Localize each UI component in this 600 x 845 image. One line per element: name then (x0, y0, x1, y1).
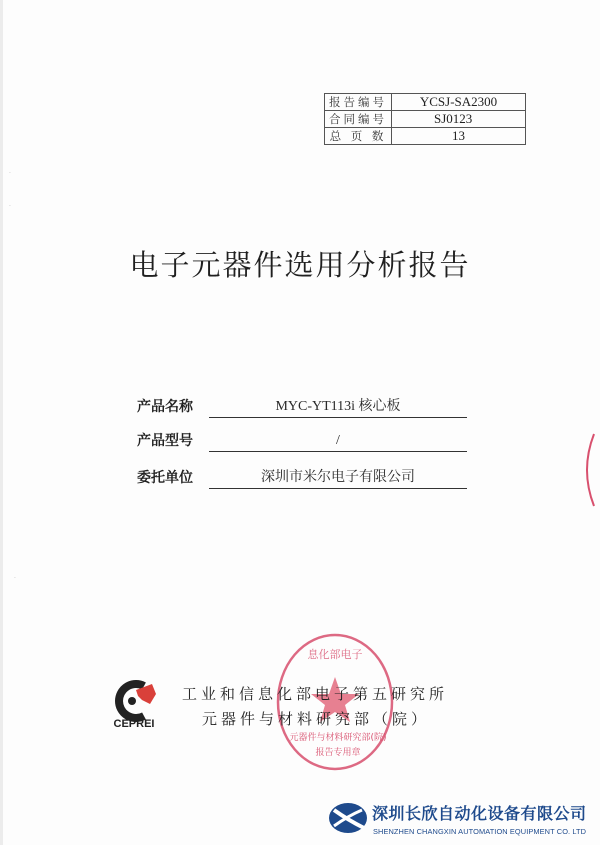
scan-speck: · (9, 170, 11, 177)
client-field (137, 465, 467, 489)
field-label: 产品型号 (137, 433, 193, 449)
table-row (325, 111, 526, 128)
svg-text:息化部电子: 息化部电子 (307, 648, 363, 661)
contract-number-value: SJ0123 (392, 111, 526, 128)
issuer-institute: 工业和信息化部电子第五研究所 (182, 685, 449, 703)
page-count-value: 13 (392, 128, 526, 145)
field-label: 委托单位 (137, 470, 193, 486)
field-label: 产品名称 (137, 399, 193, 415)
report-number-label: 报告编号 (325, 94, 392, 111)
field-value: MYC-YT113i 核心板 (275, 399, 401, 414)
contract-number-label: 合同编号 (325, 111, 392, 128)
product-name-field (137, 394, 467, 418)
field-value: / (336, 433, 340, 448)
table-row (325, 128, 526, 145)
scan-speck: · (9, 203, 11, 210)
seal-text-line2: 报告专用章 (315, 748, 361, 758)
report-title: 电子元器件选用分析报告 (129, 248, 471, 282)
underline (209, 451, 467, 452)
cepre-logo-text: CEPREI (113, 718, 155, 730)
issuer-department: 元器件与材料研究部（院） (202, 710, 431, 728)
edge-seal-icon (578, 430, 600, 510)
product-model-field (137, 428, 467, 452)
report-number-value: YCSJ-SA2300 (392, 94, 526, 111)
changxin-logo-icon (328, 802, 370, 834)
underline (209, 417, 467, 418)
footer-company-cn: 深圳长欣自动化设备有限公司 (372, 804, 587, 823)
field-value: 深圳市米尔电子有限公司 (261, 470, 415, 485)
page-count-label: 总 页 数 (325, 128, 392, 145)
footer-company-en: SHENZHEN CHANGXIN AUTOMATION EQUIPMENT CO. LTD (373, 827, 587, 836)
page-edge (0, 0, 3, 845)
table-row (325, 94, 526, 111)
seal-text-line1: 元器件与材料研究部(院) (289, 733, 387, 743)
underline (209, 488, 467, 489)
scan-speck: · (14, 575, 16, 582)
report-info-table (324, 93, 526, 145)
